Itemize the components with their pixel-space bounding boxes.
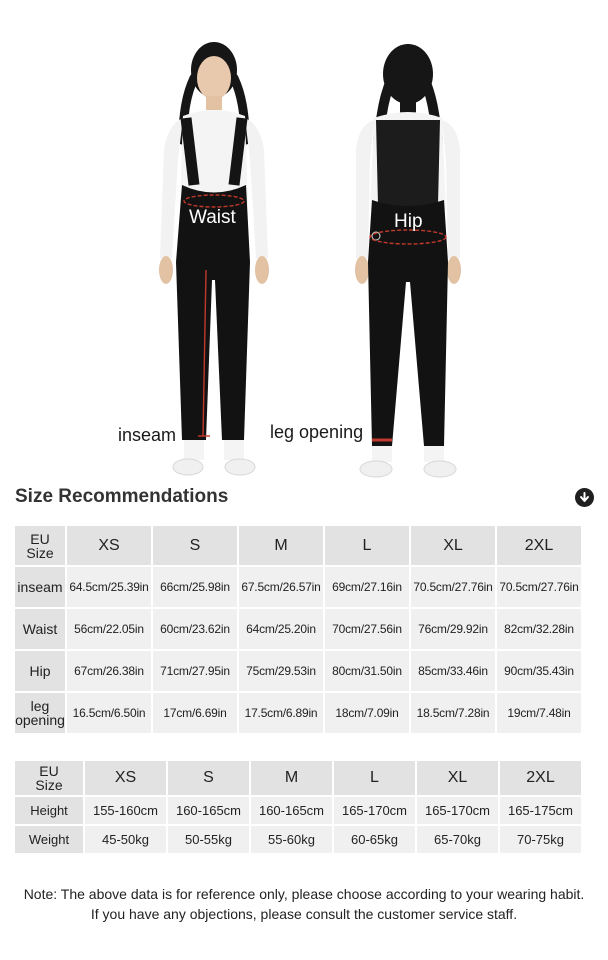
table-cell: 69cm/27.16in: [325, 567, 409, 607]
table-cell: 45-50kg: [85, 826, 166, 853]
table-cell: 90cm/35.43in: [497, 651, 581, 691]
table-cell: 80cm/31.50in: [325, 651, 409, 691]
size-header-2xl: 2XL: [500, 761, 581, 795]
table-cell: 82cm/32.28in: [497, 609, 581, 649]
table-row: [15, 826, 581, 853]
size-header-xl: XL: [411, 526, 495, 565]
table-cell: 56cm/22.05in: [67, 609, 151, 649]
table-cell: 66cm/25.98in: [153, 567, 237, 607]
hip-label: Hip: [394, 211, 423, 232]
table-cell: 160-165cm: [251, 797, 332, 824]
section-title: Size Recommendations: [15, 486, 229, 507]
size-header-xs: XS: [67, 526, 151, 565]
table-cell: 70.5cm/27.76in: [411, 567, 495, 607]
table-cell: 165-175cm: [500, 797, 581, 824]
table-row: [15, 567, 581, 607]
table-row: [15, 609, 581, 649]
size-header-xs: XS: [85, 761, 166, 795]
table-cell: 155-160cm: [85, 797, 166, 824]
table-cell: 70cm/27.56in: [325, 609, 409, 649]
table-cell: 165-170cm: [334, 797, 415, 824]
table-cell: 165-170cm: [417, 797, 498, 824]
row-label-inseam: inseam: [15, 567, 65, 607]
size-header-l: L: [334, 761, 415, 795]
size-header-s: S: [153, 526, 237, 565]
note-line-1: Note: The above data is for reference only, please choose according to your wearing habit.: [23, 886, 585, 902]
row-label-leg-opening: leg opening: [15, 693, 65, 733]
table-row: [15, 693, 581, 733]
size-header-m: M: [239, 526, 323, 565]
table-cell: 76cm/29.92in: [411, 609, 495, 649]
table-cell: 19cm/7.48in: [497, 693, 581, 733]
note-line-2: If you have any objections, please consult the customer service staff.: [90, 906, 518, 922]
size-header-2xl: 2XL: [497, 526, 581, 565]
height-weight-table: [13, 759, 583, 855]
table-row: [15, 651, 581, 691]
product-photo: [0, 0, 608, 478]
row-label-hip: Hip: [15, 651, 65, 691]
table-cell: 67.5cm/26.57in: [239, 567, 323, 607]
table-cell: 60cm/23.62in: [153, 609, 237, 649]
size-header-s: S: [168, 761, 249, 795]
table-cell: 71cm/27.95in: [153, 651, 237, 691]
table-cell: 18cm/7.09in: [325, 693, 409, 733]
back-model: [355, 44, 461, 477]
table-cell: 75cm/29.53in: [239, 651, 323, 691]
row-label-height: Height: [15, 797, 83, 824]
eu-size-header: EU Size: [15, 526, 65, 565]
table-cell: 17.5cm/6.89in: [239, 693, 323, 733]
table-cell: 65-70kg: [417, 826, 498, 853]
size-header-l: L: [325, 526, 409, 565]
table-cell: 70.5cm/27.76in: [497, 567, 581, 607]
eu-size-header: EU Size: [15, 761, 83, 795]
arrow-down-icon: [579, 492, 590, 503]
download-arrow-icon[interactable]: [575, 488, 594, 507]
table-cell: 17cm/6.69in: [153, 693, 237, 733]
inseam-label: inseam: [118, 425, 177, 445]
size-measurement-table: [13, 524, 583, 735]
table-cell: 64.5cm/25.39in: [67, 567, 151, 607]
table-cell: 160-165cm: [168, 797, 249, 824]
front-model: [159, 42, 269, 475]
table-cell: 60-65kg: [334, 826, 415, 853]
row-label-waist: Waist: [15, 609, 65, 649]
table-header-row: [15, 761, 581, 795]
table-cell: 50-55kg: [168, 826, 249, 853]
table-cell: 55-60kg: [251, 826, 332, 853]
leg-opening-label: leg opening: [270, 422, 364, 442]
model-illustration: [0, 0, 608, 478]
waist-label: Waist: [189, 207, 236, 228]
size-header-m: M: [251, 761, 332, 795]
table-cell: 16.5cm/6.50in: [67, 693, 151, 733]
table-cell: 67cm/26.38in: [67, 651, 151, 691]
table-header-row: [15, 526, 581, 565]
row-label-weight: Weight: [15, 826, 83, 853]
table-cell: 70-75kg: [500, 826, 581, 853]
table-cell: 18.5cm/7.28in: [411, 693, 495, 733]
table-cell: 64cm/25.20in: [239, 609, 323, 649]
table-row: [15, 797, 581, 824]
size-header-xl: XL: [417, 761, 498, 795]
table-cell: 85cm/33.46in: [411, 651, 495, 691]
